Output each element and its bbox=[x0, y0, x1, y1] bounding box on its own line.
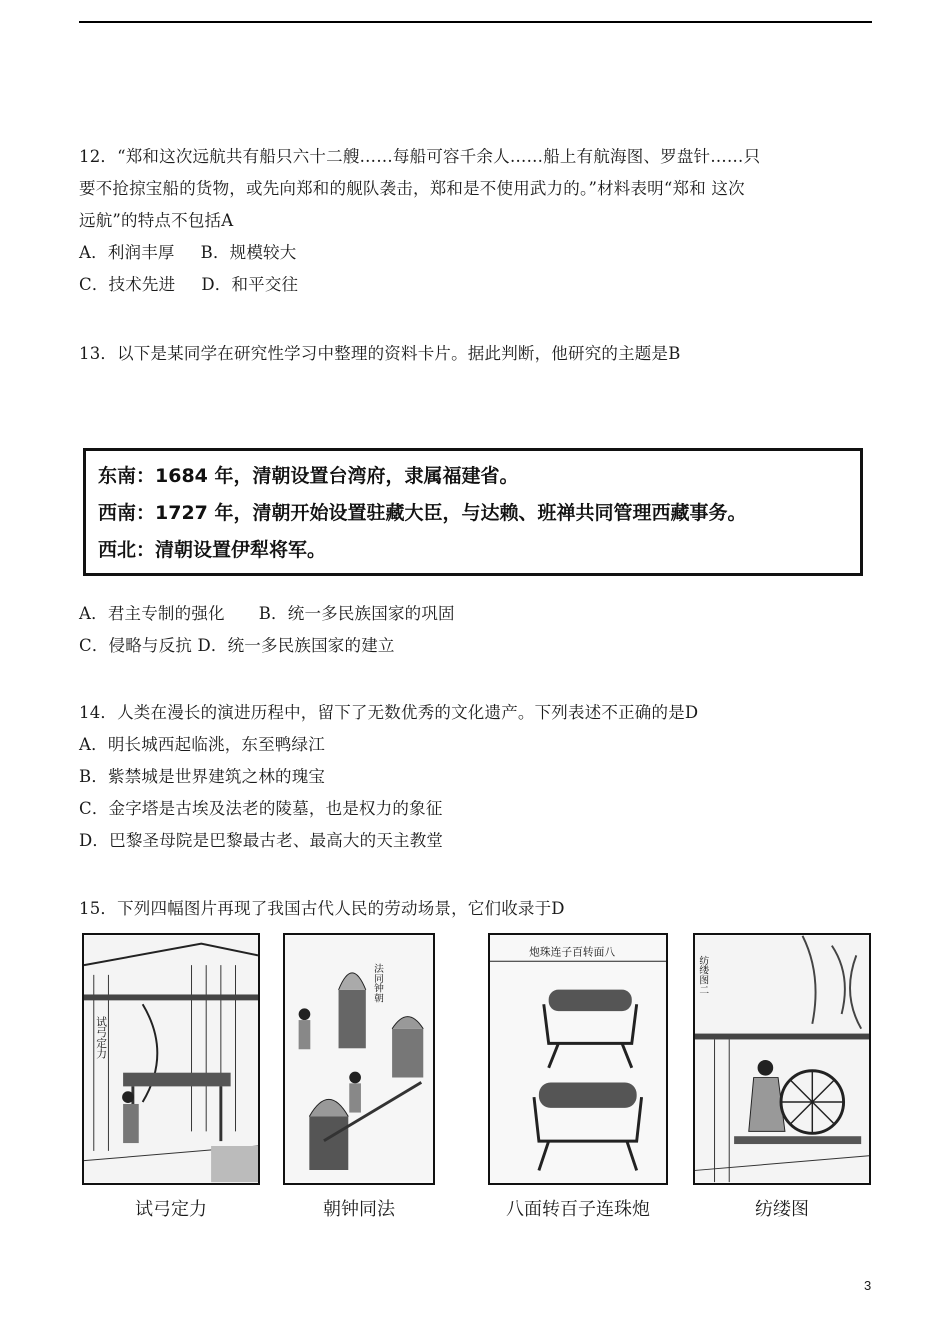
q14-option-a: A．明长城西起临洮，东至鸭绿江 bbox=[79, 735, 325, 754]
q12-option-c: C．技术先进 bbox=[79, 275, 176, 294]
q12-line-1: 12．“郑和这次远航共有船只六十二艘……每船可容千余人……船上有航海图、罗盘针……只 bbox=[79, 147, 761, 166]
q14-option-c: C．金字塔是古埃及法老的陵墓，也是权力的象征 bbox=[79, 799, 443, 818]
header-rule bbox=[79, 21, 872, 23]
page-number: 3 bbox=[864, 1278, 872, 1293]
bow-testing-inner-label: 试弓定力 bbox=[95, 1015, 109, 1059]
q13-stem: 13．以下是某同学在研究性学习中整理的资料卡片。据此判断，他研究的主题是B bbox=[79, 344, 681, 363]
figure-caption-2: 朝钟同法 bbox=[323, 1199, 395, 1220]
q15-stem: 15．下列四幅图片再现了我国古代人民的劳动场景，它们收录于D bbox=[79, 899, 565, 918]
card-line-southeast: 东南：1684 年，清朝设置台湾府，隶属福建省。 bbox=[98, 465, 519, 487]
q12-options-row-2 bbox=[79, 269, 874, 301]
card-line-northwest: 西北：清朝设置伊犁将军。 bbox=[98, 539, 327, 561]
figure-spinning bbox=[693, 933, 871, 1185]
q13-option-b: B．统一多民族国家的巩固 bbox=[258, 604, 455, 623]
q12-option-a: A．利润丰厚 bbox=[79, 243, 175, 262]
bell-casting-illustration bbox=[285, 935, 433, 1183]
card-line-southwest: 西南：1727 年，清朝开始设置驻藏大臣，与达赖、班禅共同管理西藏事务。 bbox=[98, 502, 747, 524]
q14-stem: 14．人类在漫长的演进历程中，留下了无数优秀的文化遗产。下列表述不正确的是D bbox=[79, 703, 699, 722]
figure-bell-casting bbox=[283, 933, 435, 1185]
question-13 bbox=[79, 338, 874, 370]
data-card bbox=[83, 448, 863, 576]
spinning-illustration bbox=[695, 935, 869, 1183]
cannon-inner-title: 炮珠连子百转面八 bbox=[529, 945, 616, 959]
q12-option-b: B．规模较大 bbox=[200, 243, 297, 262]
figure-caption-4: 纺缕图 bbox=[755, 1199, 809, 1220]
bell-casting-inner-label: 法同钟朝 bbox=[372, 963, 383, 1003]
figure-caption-1: 试弓定力 bbox=[135, 1199, 207, 1220]
figure-bow-testing bbox=[82, 933, 260, 1185]
q12-line-3: 远航”的特点不包括A bbox=[79, 211, 234, 230]
question-14 bbox=[79, 697, 874, 857]
spinning-inner-label: 纺缕图二 bbox=[697, 955, 709, 995]
q12-options-row-1 bbox=[79, 237, 874, 269]
question-12 bbox=[79, 141, 874, 301]
q13-option-a: A．君主专制的强化 bbox=[79, 604, 225, 623]
q12-line-2: 要不抢掠宝船的货物，或先向郑和的舰队袭击，郑和是不使用武力的。”材料表明“郑和 这次 bbox=[79, 179, 745, 198]
q13-options-row-2: C．侵略与反抗 D．统一多民族国家的建立 bbox=[79, 636, 395, 655]
q12-option-d: D．和平交往 bbox=[201, 275, 299, 294]
question-15 bbox=[79, 893, 874, 925]
bow-testing-illustration bbox=[84, 935, 258, 1183]
q13-options-row-1 bbox=[79, 598, 874, 630]
q13-options bbox=[79, 598, 874, 662]
cannon-illustration bbox=[490, 935, 666, 1183]
q14-option-d: D．巴黎圣母院是巴黎最古老、最高大的天主教堂 bbox=[79, 831, 444, 850]
figure-caption-3: 八面转百子连珠炮 bbox=[506, 1199, 650, 1220]
q14-option-b: B．紫禁城是世界建筑之林的瑰宝 bbox=[79, 767, 326, 786]
figure-cannon bbox=[488, 933, 668, 1185]
